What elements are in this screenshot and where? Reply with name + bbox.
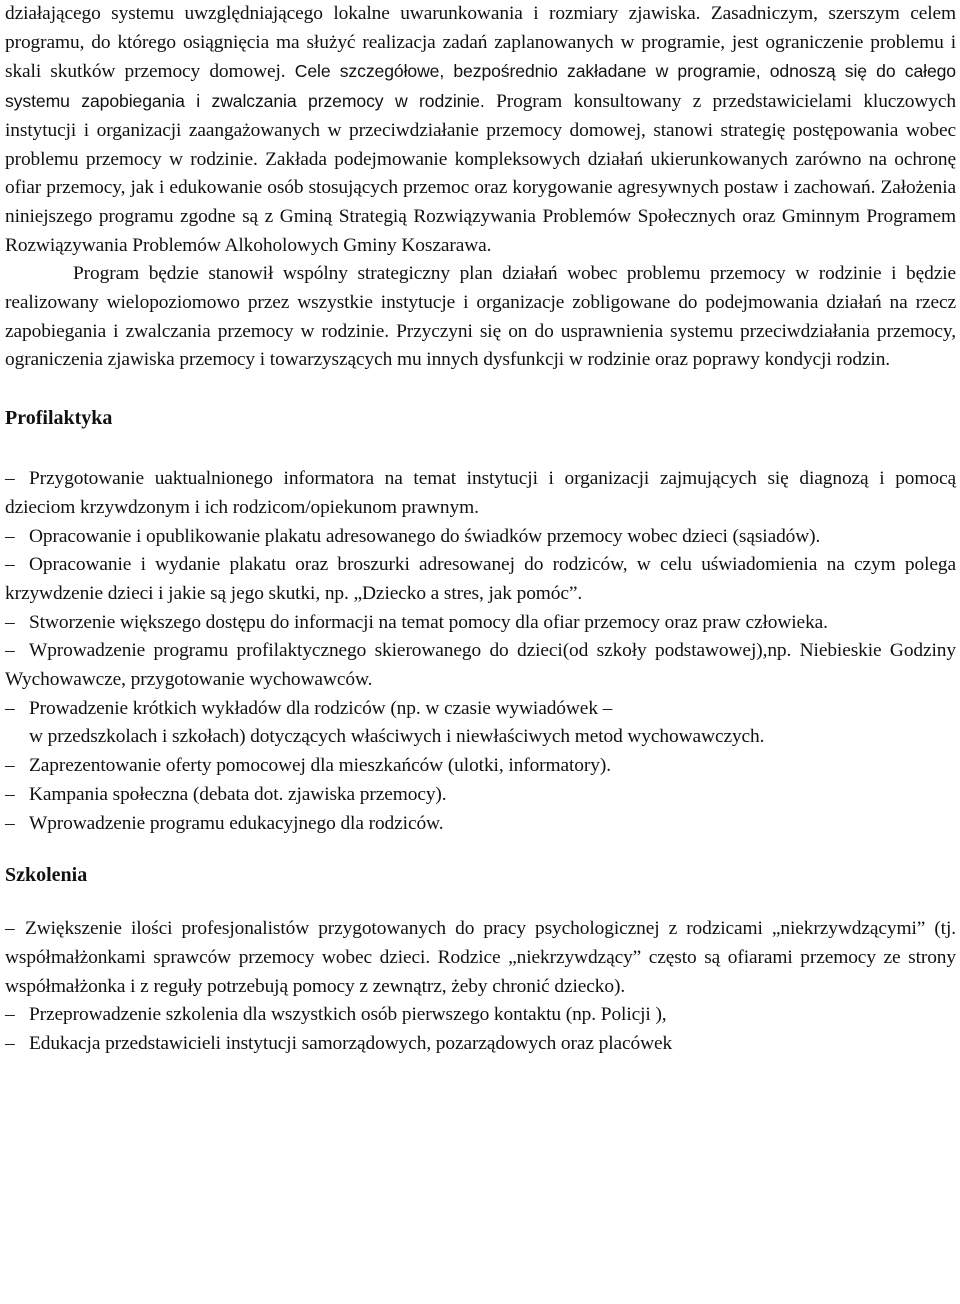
dash-bullet: – [5, 812, 15, 834]
document-page [5, 0, 956, 1059]
dash-bullet: – [5, 468, 15, 490]
intro-text-b: Cele szczegółowe, bezpośrednio zakładane w programie, odnoszą się do całego systemu zapobiegania i zwalczania przemocy w rodzinie. [5, 61, 956, 112]
heading-profilaktyka: Profilaktyka [5, 407, 113, 430]
dash-bullet: – [5, 755, 15, 777]
list-item: – Wprowadzenie programu edukacyjnego dla rodziców. [5, 810, 956, 839]
szkolenia-list [5, 915, 956, 1059]
list-item: – Wprowadzenie programu profilaktycznego skierowanego do dzieci(od szkoły podstawowej),np. Niebieskie Godziny Wychowawcze, przygotowanie wychowawców. [5, 637, 956, 694]
heading-szkolenia: Szkolenia [5, 864, 88, 887]
list-item: – Prowadzenie krótkich wykładów dla rodziców (np. w czasie wywiadówek – [5, 695, 956, 724]
dash-bullet: – [5, 554, 15, 576]
list-item: – Opracowanie i wydanie plakatu oraz broszurki adresowanej do rodziców, w celu uświadomienia na czym polega krzywdzenie dzieci i jakie są jego skutki, np. „Dziecko a stres, jak pomóc”. [5, 551, 956, 608]
list-item-continuation: w przedszkolach i szkołach) dotyczących właściwych i niewłaściwych metod wychowawczych. [29, 726, 765, 748]
dash-bullet: – [5, 525, 15, 547]
list-item: – Stworzenie większego dostępu do informacji na temat pomocy dla ofiar przemocy oraz praw człowieka. [5, 609, 956, 638]
dash-bullet: – [5, 1004, 15, 1026]
dash-bullet: – [5, 640, 15, 662]
intro-paragraph-2: Program będzie stanowił wspólny strategiczny plan działań wobec problemu przemocy w rodzinie i będzie realizowany wielopoziomowo przez wszystkie instytucje i organizacje zobligowane do podejmowania działań na rzecz zapobiegania i zwalczania przemocy w rodzinie. Przyczyni się on do usprawnienia systemu przeciwdziałania przemocy, ograniczenia zjawiska przemocy i towarzyszących mu innych dysfunkcji w rodzinie oraz poprawy kondycji rodzin. [5, 263, 956, 371]
profilaktyka-list [5, 465, 956, 838]
intro-paragraph-1 [5, 0, 956, 260]
list-item: – Przygotowanie uaktualnionego informatora na temat instytucji i organizacji zajmujących się diagnozą i pomocą dzieciom krzywdzonym i ich rodzicom/opiekunom prawnym. [5, 465, 956, 522]
intro-text-a: działającego systemu uwzględniającego lokalne uwarunkowania i rozmiary zjawiska. Zasadniczym, szerszym celem programu, do którego osiągnięcia ma służyć realizacja zadań zaplanowanych w programie, jest ograniczenie problemu i skali skutków przemocy domowej. [5, 3, 956, 83]
list-item: – Zaprezentowanie oferty pomocowej dla mieszkańców (ulotki, informatory). [5, 752, 956, 781]
dash-bullet: – [5, 1033, 15, 1055]
dash-bullet: – [5, 918, 15, 940]
dash-bullet: – [5, 611, 15, 633]
list-item: – Edukacja przedstawicieli instytucji samorządowych, pozarządowych oraz placówek [5, 1030, 956, 1059]
list-item: – Przeprowadzenie szkolenia dla wszystkich osób pierwszego kontaktu (np. Policji ), [5, 1001, 956, 1030]
list-item: – Kampania społeczna (debata dot. zjawiska przemocy). [5, 781, 956, 810]
dash-bullet: – [5, 783, 15, 805]
dash-bullet: – [5, 697, 15, 719]
list-item: – Zwiększenie ilości profesjonalistów przygotowanych do pracy psychologicznej z rodzicami „niekrzywdzącymi” (tj. współmałżonkami sprawców przemocy wobec dzieci. Rodzice „niekrzywdzący” często są ofiarami przemocy ze strony współmałżonka i z reguły potrzebują pomocy z zewnątrz, żeby chronić dziecko). [5, 915, 956, 1001]
list-item: – Opracowanie i opublikowanie plakatu adresowanego do świadków przemocy wobec dzieci (sąsiadów). [5, 523, 956, 552]
intro-text-c: Program konsultowany z przedstawicielami kluczowych instytucji i organizacji zaangażowanych w przeciwdziałanie przemocy domowej, stanowi strategię postępowania wobec problemu przemocy w rodzinie. Zakłada podejmowanie kompleksowych działań ukierunkowanych zarówno na ochronę ofiar przemocy, jak i edukowanie osób stosujących przemoc oraz korygowanie agresywnych postaw i zachowań. Założenia niniejszego programu zgodne są z Gminą Strategią Rozwiązywania Problemów Społecznych oraz Gminnym Programem Rozwiązywania Problemów Alkoholowych Gminy Koszarawa. [5, 91, 957, 256]
